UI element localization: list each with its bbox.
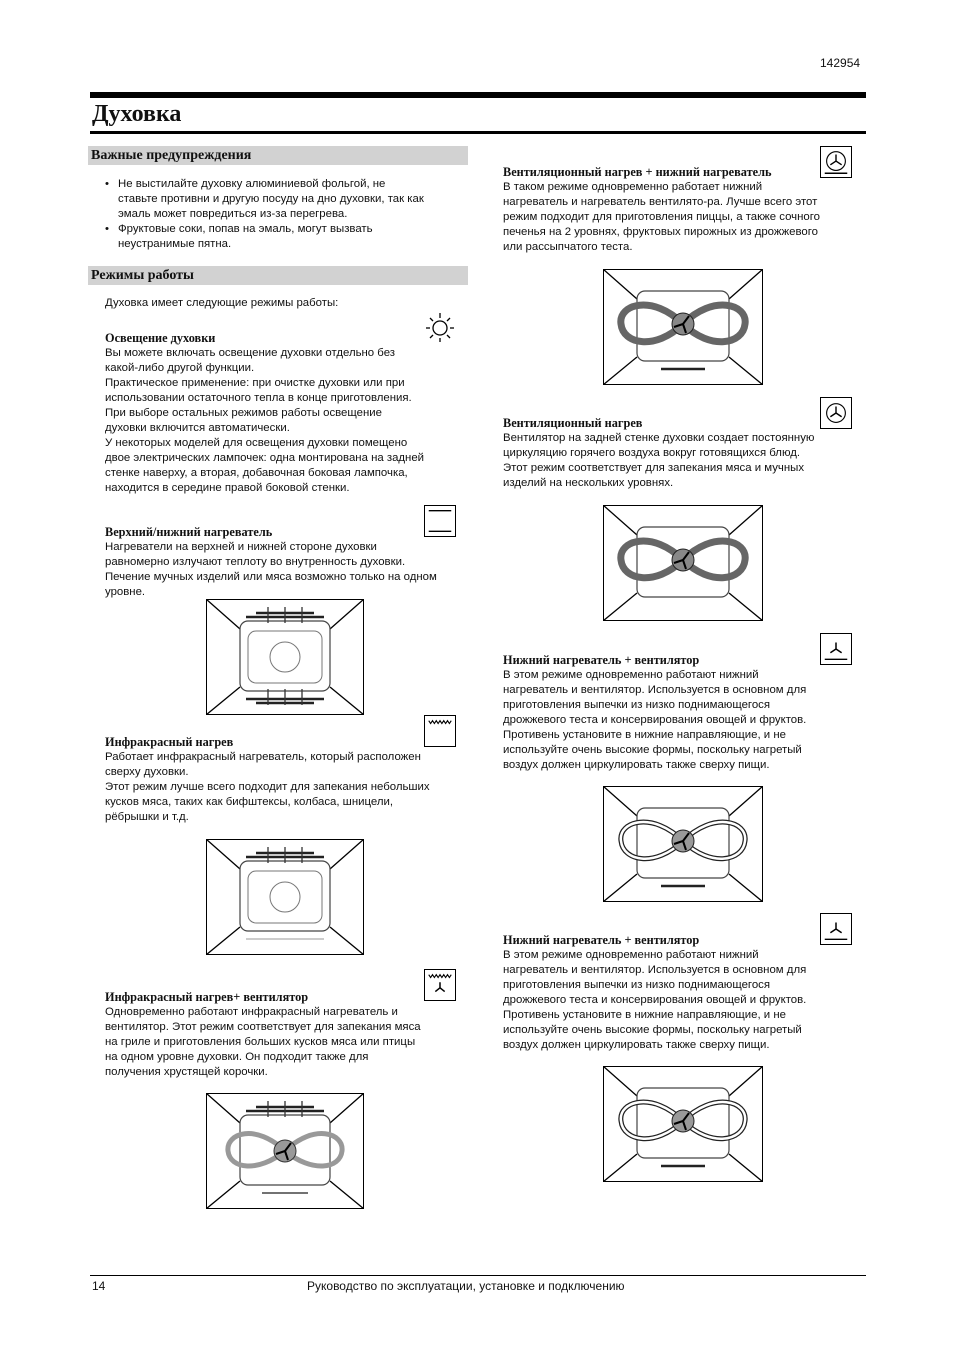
bottom-fan-icon (820, 633, 852, 665)
infrared-fan-text: Одновременно работают инфракрасный нагреватель и вентилятор. Этот режим соответствует для запекания мяса на гриле и приготовления больших кусков мяса или птицы на одном уровне духовки. Он подходит также для получения хрустящей корочки. (105, 1006, 421, 1078)
oven-diagram-top-bottom (206, 599, 364, 715)
lamp-icon (424, 311, 456, 343)
topbottom-title: Верхний/нижний нагреватель (105, 525, 273, 539)
page-number: 14 (92, 1279, 106, 1293)
modes-heading: Режимы работы (88, 266, 468, 285)
topbottom-text: Нагреватели на верхней и нижней стороне духовки равномерно излучают теплоту во внутренность духовки. Печение мучных изделий или мяса возможно только на одном уровне. (105, 541, 437, 598)
document-number: 142954 (820, 56, 861, 70)
infrared-grill-icon (424, 715, 456, 747)
bottom-fan-title-1: Нижний нагреватель + вентилятор (503, 653, 700, 667)
footer-rule (90, 1275, 866, 1276)
fan-title: Вентиляционный нагрев (503, 416, 643, 430)
oven-diagram-bottom-fan-1 (603, 786, 763, 902)
oven-diagram-fan (603, 505, 763, 621)
bottom-fan-text-2: В этом режиме одновременно работают нижний нагреватель и вентилятор. Используется в основном для приготовления выпечки из низко поднимающегося дрожжевого теста и консервирования овощей и фруктов. Противень установите в нижние направляющие, и не используйте очень высокие формы, поскольку нагретый воздух должен циркулировать также сверху пищи. (503, 949, 807, 1051)
bottom-fan-title-2: Нижний нагреватель + вентилятор (503, 933, 700, 947)
oven-diagram-infrared-fan (206, 1093, 364, 1209)
page-title: Духовка (92, 101, 182, 127)
bottom-fan-text-1: В этом режиме одновременно работают нижний нагреватель и вентилятор. Используется в основном для приготовления выпечки из низко поднимающегося дрожжевого теста и консервирования овощей и фруктов. Противень установите в нижние направляющие, и не используйте очень высокие формы, поскольку нагретый воздух должен циркулировать также сверху пищи. (503, 669, 807, 771)
fan-ring-bottom-icon (820, 146, 852, 178)
infrared-title: Инфракрасный нагрев (105, 735, 234, 749)
top-rule (90, 92, 866, 98)
warning-item: • Фруктовые соки, попав на эмаль, могут вызвать неустранимые пятна. (118, 222, 472, 252)
light-title: Освещение духовки (105, 331, 216, 345)
bottom-fan-icon (820, 913, 852, 945)
modes-intro: Духовка имеет следующие режимы работы: (105, 297, 339, 309)
footer-text: Руководство по эксплуатации, установке и подключению (307, 1279, 625, 1293)
fan-ring-icon (820, 397, 852, 429)
warnings-heading: Важные предупреждения (88, 146, 468, 165)
warning-item: • Не выстилайте духовку алюминиевой фольгой, не ставьте противни и другую посуду на дно духовки, так как эмаль может повредиться из-за перегрева. (118, 177, 472, 222)
title-rule (90, 131, 866, 134)
oven-diagram-bottom-fan-2 (603, 1066, 763, 1182)
oven-diagram-fan-bottom (603, 269, 763, 385)
oven-diagram-infrared (206, 839, 364, 955)
light-text: Вы можете включать освещение духовки отдельно без какой-либо другой функции. Практическое применение: при очистке духовки или при использовании остаточного тепла в конце приготовления. При выборе остальных режимов работы освещение духовки включится автоматически. У некоторых моделей для освещения духовки помещено двое электрических лампочек: одна монтирована на задней стенке наверху, а вторая, добавочная боковая лампочка, находится в середине правой боковой стенки. (105, 347, 425, 494)
warnings-list (92, 177, 472, 252)
top-bottom-heater-icon (424, 505, 456, 537)
grill-fan-icon (424, 969, 456, 1001)
infrared-text: Работает инфракрасный нагреватель, который расположен сверху духовки. Этот режим лучше всего подходит для запекания небольших кусков мяса, таких как бифштексы, колбаса, шницели, рёбрышки и т.д. (105, 751, 430, 823)
fan-text: Вентилятор на задней стенке духовки создает постоянную циркуляцию горячего воздуха вокруг готовящихся блюд. Этот режим соответствует для запекания мяса и мучных изделий на нескольких уровнях. (503, 432, 815, 489)
fan-bottom-text: В таком режиме одновременно работает нижний нагреватель и нагреватель вентилято-ра. Лучше всего этот режим подходит для приготовления пиццы, а также сочного печенья на 2 уровнях, фруктовых пирожных из дрожжевого или рассыпчатого теста. (503, 181, 820, 253)
infrared-fan-title: Инфракрасный нагрев+ вентилятор (105, 990, 309, 1004)
fan-bottom-title: Вентиляционный нагрев + нижний нагреватель (503, 165, 772, 179)
